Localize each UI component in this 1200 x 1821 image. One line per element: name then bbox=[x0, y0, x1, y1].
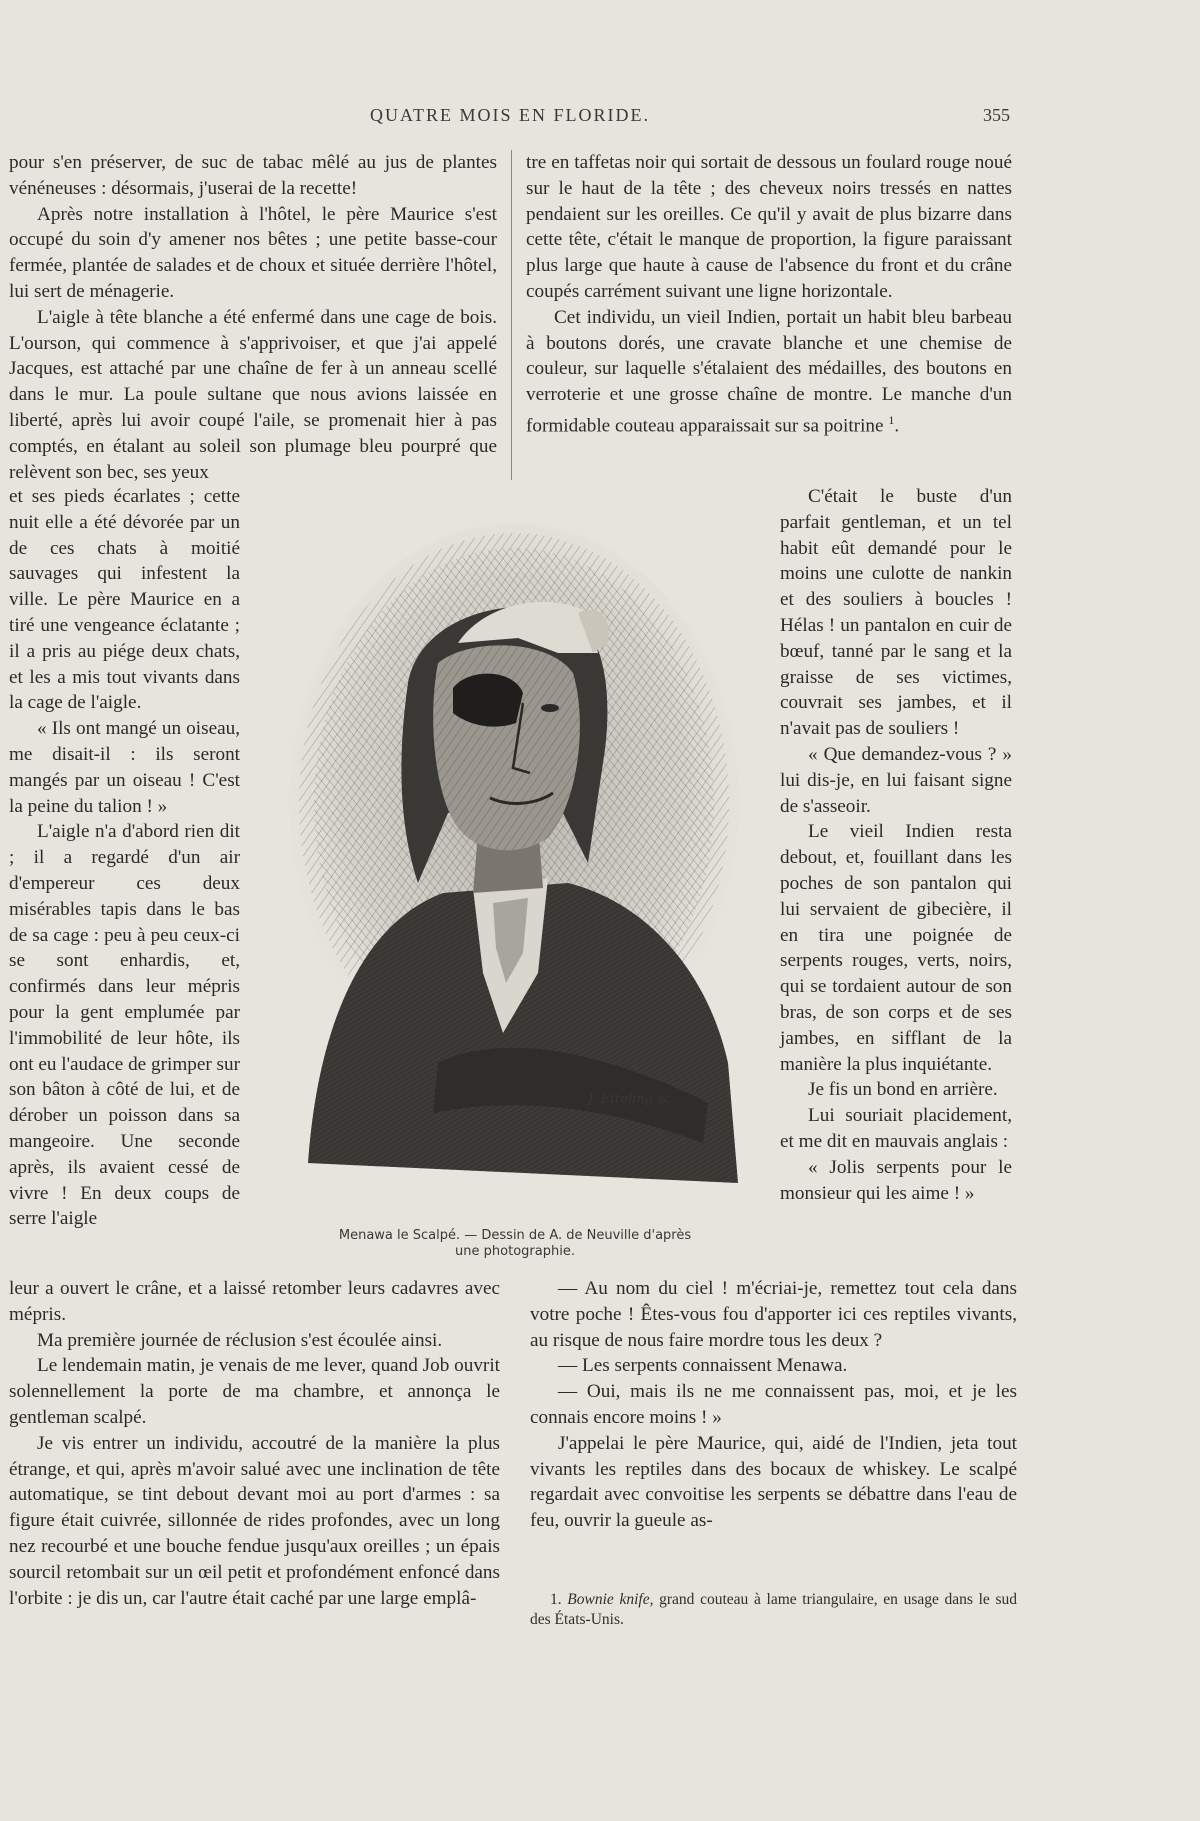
paragraph: leur a ouvert le crâne, et a laissé retomber leurs cadavres avec mépris. bbox=[9, 1278, 500, 1325]
footnote-paragraph bbox=[530, 1590, 1017, 1630]
paragraph: — Au nom du ciel ! m'écriai-je, remettez tout cela dans votre poche ! Êtes-vous fou d'apporter ici ces reptiles vivants, au risque de nous faire mordre tous les deux ? bbox=[530, 1278, 1017, 1351]
engraver-signature: J. Etteling sc bbox=[588, 1092, 672, 1107]
footnote-reference: 1 bbox=[888, 412, 895, 427]
page-number: 355 bbox=[983, 105, 1010, 125]
footnote-term: Bownie knife, bbox=[567, 1591, 654, 1608]
footnote bbox=[530, 1590, 1017, 1630]
paragraph: L'aigle n'a d'abord rien dit ; il a regardé d'un air d'empereur ces deux misérables tapis dans le bas de sa cage : peu à peu ceux-ci se sont enhardis, et, confirmés dans leur mépris pour la gent emplumée par l'immobilité de leur hôte, ils ont eu l'audace de grimper sur son bâton à côté de lui, et de dérober un poisson dans sa mangeoire. Une seconde après, ils avaient cessé de vivre ! En deux coups de serre l'aigle bbox=[9, 821, 240, 1230]
figure-caption bbox=[300, 1228, 730, 1260]
paragraph: — Les serpents connaissent Menawa. bbox=[558, 1355, 848, 1377]
paragraph: Ma première journée de réclusion s'est écoulée ainsi. bbox=[37, 1329, 443, 1351]
paragraph: — Oui, mais ils ne me connaissent pas, moi, et je les connais encore moins ! » bbox=[530, 1381, 1017, 1428]
paragraph: L'aigle à tête blanche a été enfermé dans une cage de bois. L'ourson, qui commence à s'apprivoiser, et que j'ai appelé Jacques, est attaché par une chaîne de fer à un anneau scellé dans le mur. La poule sultane que nous avions laissée en liberté, après lui avoir coupé l'aile, se promenait hier à pas comptés, en étalant au soleil son plumage bleu pourpré que relèvent son bec, ses yeux bbox=[9, 306, 497, 483]
paragraph: tre en taffetas noir qui sortait de dessous un foulard rouge noué sur le haut de la tête ; des cheveux noirs tressés en nattes pendaient sur les oreilles. Ce qu'il y avait de plus bizarre dans cette tête, c'était le manque de proportion, la figure paraissant plus large que haute à cause de l'absence du front et du crâne coupés carrément suivant une ligne horizontale. bbox=[526, 152, 1012, 302]
caption-line: Menawa le Scalpé. — Dessin de A. de Neuville d'après bbox=[338, 1228, 692, 1243]
running-header: QUATRE MOIS EN FLORIDE. bbox=[370, 105, 650, 125]
column-divider bbox=[511, 150, 512, 480]
footnote-number: 1. bbox=[550, 1591, 562, 1608]
paragraph: C'était le buste d'un parfait gentleman, et un tel habit eût demandé pour le moins une culotte de nankin et des souliers à boucles ! Hélas ! un pantalon en cuir de bœuf, tanné par le sang et la graisse de ses victimes, couvrait ses jambes, et il n'avait pas de souliers ! bbox=[780, 486, 1012, 740]
paragraph: Je fis un bond en arrière. bbox=[808, 1079, 998, 1101]
right-column-top bbox=[526, 150, 1012, 439]
footnote-text: grand couteau à lame triangulaire, en usage dans le sud des États-Unis. bbox=[530, 1591, 1017, 1628]
paragraph: Le lendemain matin, je venais de me lever, quand Job ouvrit solennellement la porte de ma chambre, et annonça le gentleman scalpé. bbox=[9, 1355, 500, 1428]
left-column-top bbox=[9, 150, 497, 485]
paragraph: Cet individu, un vieil Indien, portait un habit bleu barbeau à boutons dorés, une cravate blanche et une chemise de couleur, sur laquelle s'étalaient des médailles, des boutons en verroterie et une grosse chaîne de montre. Le manche d'un formidable couteau apparaissait sur sa poitrine $^1$. bbox=[526, 306, 1012, 437]
paragraph: J'appelai le père Maurice, qui, aidé de l'Indien, jeta tout vivants les reptiles dans des bocaux de whiskey. Le scalpé regardait avec convoitise les serpents se débattre dans l'eau de feu, ouvrir la gueule as- bbox=[530, 1432, 1017, 1532]
right-column-beside-figure bbox=[780, 484, 1012, 1206]
portrait-engraving bbox=[268, 503, 760, 1223]
paragraph: et ses pieds écarlates ; cette nuit elle a été dévorée par un de ces chats à moitié sauvages qui infestent la ville. Le père Maurice en a tiré une vengeance éclatante ; il a pris au piége deux chats, et les a mis tout vivants dans la cage de l'aigle. bbox=[9, 486, 240, 714]
left-column-beside-figure bbox=[9, 484, 240, 1232]
paragraph: « Que demandez-vous ? » lui dis-je, en lui faisant signe de s'asseoir. bbox=[780, 743, 1012, 817]
portrait-illustration bbox=[268, 503, 760, 1223]
paragraph: « Ils ont mangé un oiseau, me disait-il : ils seront mangés par un oiseau ! C'est la peine du talion ! » bbox=[9, 718, 240, 817]
left-column-bottom bbox=[9, 1276, 500, 1611]
right-column-bottom bbox=[530, 1276, 1017, 1534]
paragraph: Le vieil Indien resta debout, et, fouillant dans les poches de son pantalon qui lui servaient de gibecière, il en tira une poignée de serpents rouges, verts, noirs, qui se tordaient autour de son bras, de son corps et de ses jambes, en sifflant de la manière la plus inquiétante. bbox=[780, 821, 1012, 1075]
paragraph: Lui souriait placidement, et me dit en mauvais anglais : bbox=[780, 1105, 1012, 1152]
caption-line: une photographie. bbox=[455, 1244, 575, 1259]
paragraph: « Jolis serpents pour le monsieur qui les aime ! » bbox=[780, 1156, 1012, 1204]
paragraph-text: Cet individu, un vieil Indien, portait un habit bleu barbeau à boutons dorés, une cravate blanche et une chemise de couleur, sur laquelle s'étalaient des médailles, des boutons en verroterie et une grosse chaîne de montre. Le manche d'un formidable couteau apparaissait sur sa poitrine bbox=[526, 306, 1012, 437]
paragraph: Après notre installation à l'hôtel, le père Maurice s'est occupé du soin d'y amener nos bêtes ; une petite basse-cour fermée, plantée de salades et de choux et située derrière l'hôtel, lui sert de ménagerie. bbox=[9, 203, 497, 302]
paragraph: pour s'en préserver, de suc de tabac mêlé au jus de plantes vénéneuses : désormais, j'userai de la recette! bbox=[9, 152, 497, 199]
paragraph: Je vis entrer un individu, accoutré de la manière la plus étrange, et qui, après m'avoir salué avec une inclination de tête automatique, se tint debout devant moi au port d'armes : sa figure était cuivrée, sillonnée de rides profondes, avec un long nez recourbé et une bouche fendue jusqu'aux oreilles ; un épais sourcil retombait sur un œil petit et profondément enfoncé dans l'orbite : je dis un, car l'autre était caché par une large emplâ- bbox=[9, 1432, 500, 1609]
